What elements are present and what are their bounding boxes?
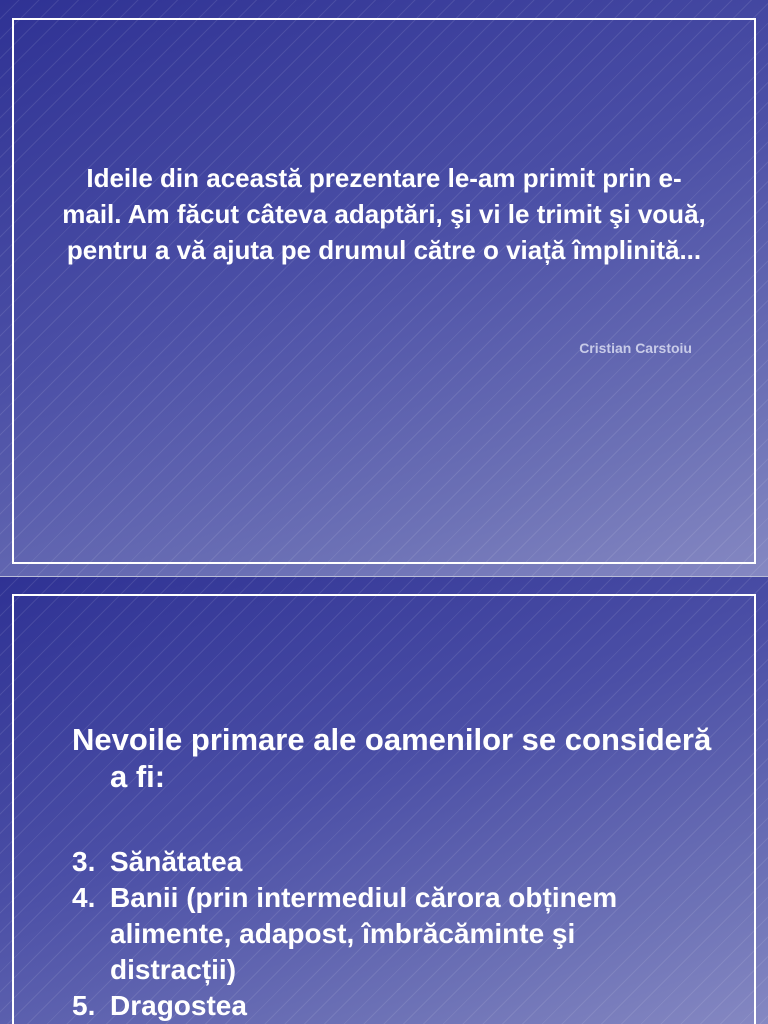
list-item xyxy=(72,880,692,988)
slide-frame xyxy=(12,18,756,564)
list-item-text: Sănătatea xyxy=(110,846,243,877)
list-item-text: Banii (prin intermediul cărora obținem alimente, adapost, îmbrăcăminte şi distracții) xyxy=(110,882,618,985)
list-item-text: Dragostea xyxy=(110,990,247,1021)
list-item-number: 4. xyxy=(72,882,96,913)
slide-needs xyxy=(0,577,768,1024)
needs-list xyxy=(72,844,692,1024)
slide-heading: Nevoile primare ale oamenilor se consideră a fi: xyxy=(72,722,712,794)
list-item-number: 3. xyxy=(72,846,96,877)
list-item-number: 5. xyxy=(72,990,96,1021)
intro-text: Ideile din această prezentare le-am primit prin e-mail. Am făcut câteva adaptări, şi vi le trimit şi vouă, pentru a vă ajuta pe drumul către o viață împlinită... xyxy=(62,163,706,265)
list-item xyxy=(72,988,692,1024)
list-item xyxy=(72,844,692,880)
author-name: Cristian Carstoiu xyxy=(579,340,692,356)
